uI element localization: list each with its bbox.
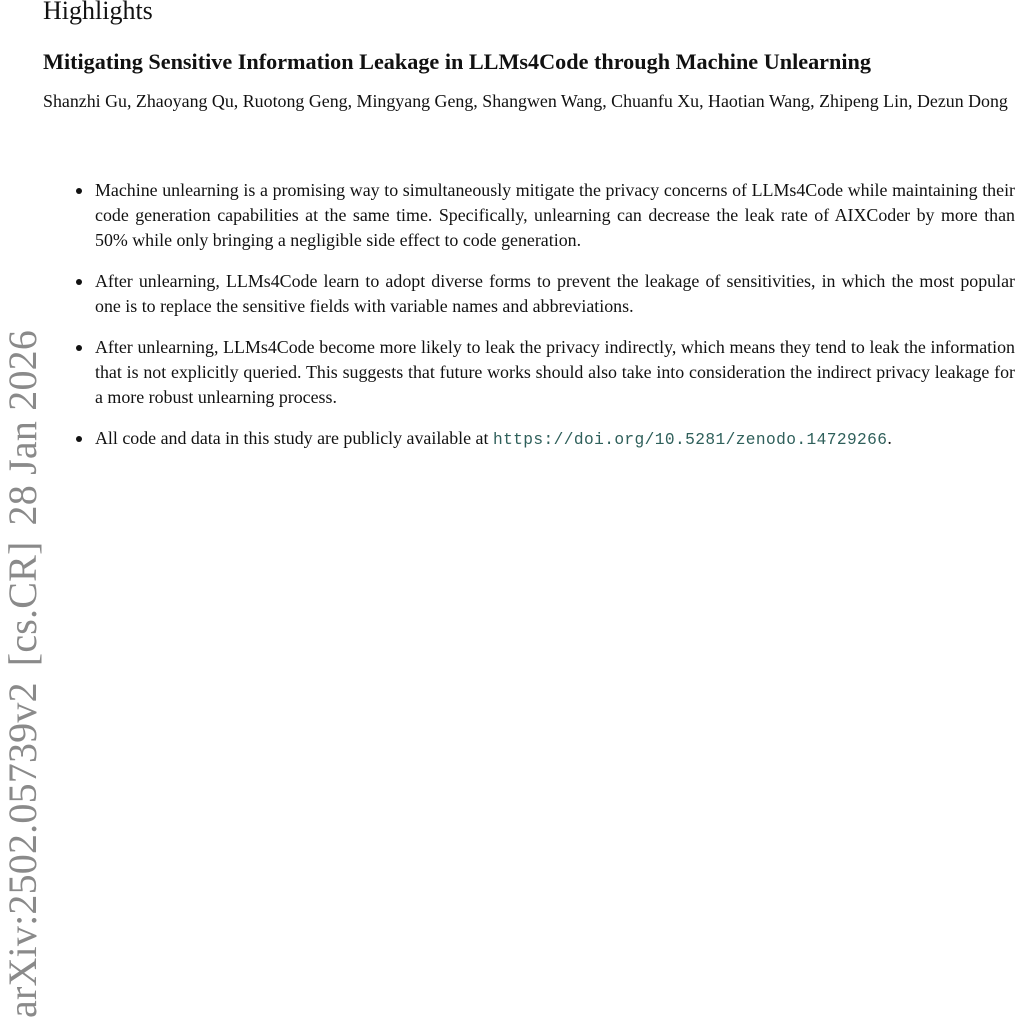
bullet-icon [76, 188, 82, 194]
zenodo-doi-link[interactable]: https://doi.org/10.5281/zenodo.14729266 [492, 431, 888, 449]
highlight-text: All code and data in this study are publicly available at [95, 428, 493, 448]
section-title: Highlights [43, 0, 153, 25]
paper-title: Mitigating Sensitive Information Leakage in LLMs4Code through Machine Unlearning [43, 49, 871, 74]
highlights-list [43, 178, 1015, 469]
arxiv-category: [cs.CR] [0, 541, 45, 667]
highlight-item [43, 178, 1015, 253]
highlight-text: After unlearning, LLMs4Code become more likely to leak the privacy indirectly, which means they tend to leak the information that is not explicitly queried. This suggests that future works should also take into consideration the indirect privacy leakage for a more robust unlearning process. [95, 337, 1015, 407]
bullet-icon [76, 436, 82, 442]
highlight-item [43, 335, 1015, 410]
bullet-icon [76, 279, 82, 285]
author-list: Shanzhi Gu, Zhaoyang Qu, Ruotong Geng, Mingyang Geng, Shangwen Wang, Chuanfu Xu, Haotian Wang, Zhipeng Lin, Dezun Dong [43, 91, 1008, 111]
arxiv-date: 28 Jan 2026 [0, 329, 45, 526]
highlight-text: Machine unlearning is a promising way to simultaneously mitigate the privacy concerns of LLMs4Code while maintaining their code generation capabilities at the same time. Specifically, unlearning can decrease the leak rate of AIXCoder by more than 50% while only bringing a negligible side effect to code generation. [95, 180, 1015, 250]
highlight-text: After unlearning, LLMs4Code learn to adopt diverse forms to prevent the leakage of sensitivities, in which the most popular one is to replace the sensitive fields with variable names and abbreviations. [95, 271, 1015, 316]
arxiv-sidebar-stamp [0, 329, 45, 1018]
highlight-item [43, 269, 1015, 319]
highlight-item [43, 426, 1015, 453]
arxiv-id: arXiv:2502.05739v2 [0, 682, 45, 1018]
bullet-icon [76, 345, 82, 351]
highlight-text-end: . [887, 428, 892, 448]
